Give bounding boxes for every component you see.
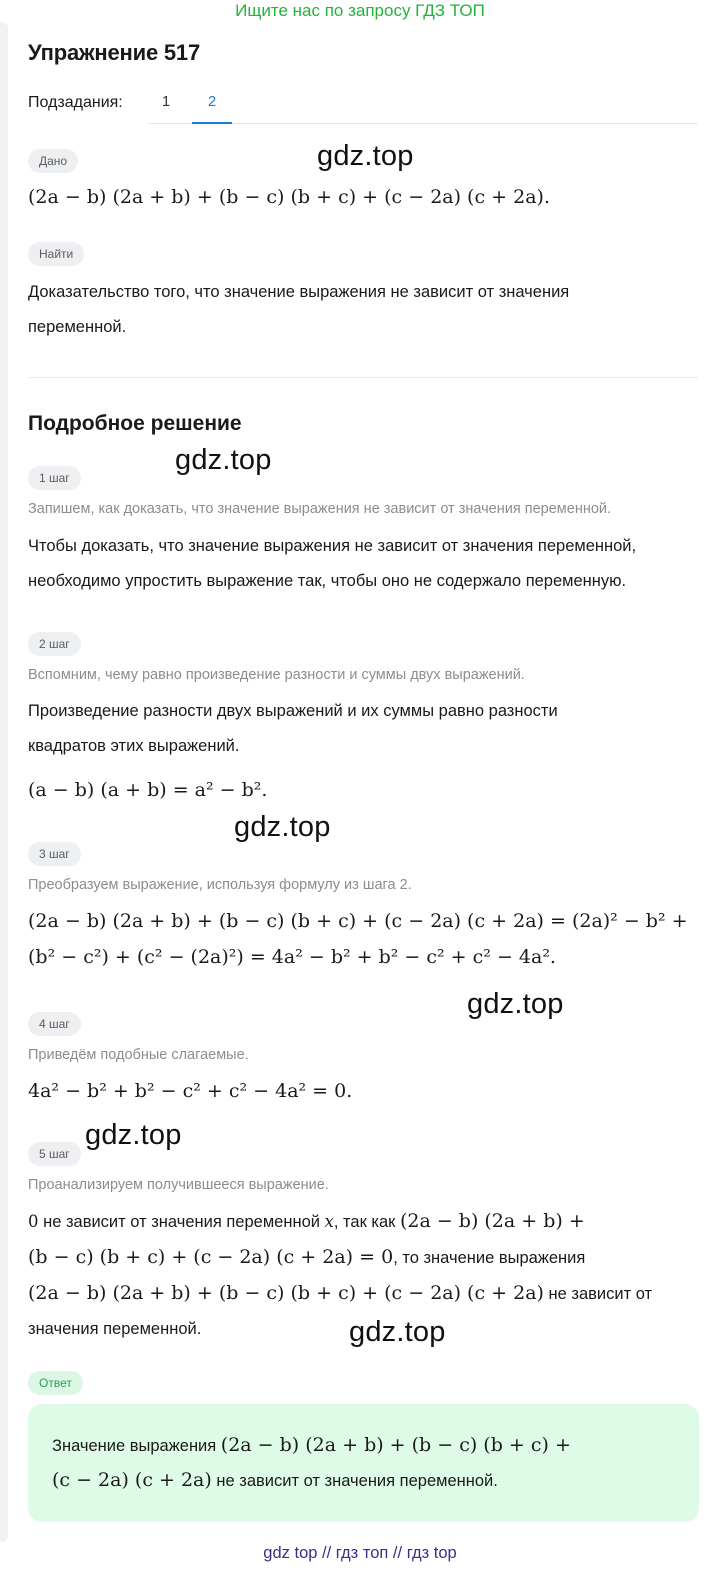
step-3-formula-line2: (b² − c²) + (c² − (2a)²) = 4a² − b² + b² − c² + c² − 4a². [28,946,556,968]
watermark: gdz.top [467,988,564,1020]
watermark: gdz.top [234,811,331,843]
answer-text-a: Значение выражения [52,1437,221,1455]
active-tab-indicator [192,122,232,124]
step-2-line1: Произведение разности двух выражений и их суммы равно разности [28,702,558,720]
step-3-hint: Преобразуем выражение, используя формулу из шага 2. [28,877,412,893]
find-text-line1: Доказательство того, что значение выражения не зависит от значения [28,283,570,301]
step-2-formula: (a − b) (a + b) = a² − b². [28,779,268,801]
step-5-expr-b: (b − c) (b + c) + (c − 2a) (c + 2a) = 0 [28,1246,394,1268]
step-5-text-a: не зависит от значения переменной [38,1213,325,1231]
footer-link-gdz-top-mixed[interactable]: гдз top [406,1544,457,1562]
watermark: gdz.top [175,444,272,476]
step-2-badge: 2 шаг [28,632,81,656]
footer-separator: // [392,1544,403,1562]
step-1-line1: Чтобы доказать, что значение выражения не зависит от значения переменной, [28,537,637,555]
step-5-line4: значения переменной. [28,1320,202,1338]
step-4-formula: 4a² − b² + b² − c² + c² − 4a² = 0. [28,1080,353,1102]
step-1-badge: 1 шаг [28,466,81,490]
answer-text-b: не зависит от значения переменной. [211,1472,498,1490]
answer-badge: Ответ [28,1371,83,1395]
step-3-formula-line1: (2a − b) (2a + b) + (b − c) (b + c) + (c − 2a) (c + 2a) = (2a)² − b² + [28,910,688,932]
left-rail [0,22,8,1542]
step-2-hint: Вспомним, чему равно произведение разности и суммы двух выражений. [28,667,525,683]
step-5-zero: 0 [28,1212,39,1231]
watermark: gdz.top [85,1119,182,1151]
watermark: gdz.top [317,140,414,172]
answer-expr-b: (c − 2a) (c + 2a) [52,1469,212,1491]
step-5-text-b: , так как [333,1213,400,1231]
search-banner: Ищите нас по запросу ГДЗ ТОП [235,1,485,20]
subtasks-label: Подзадания: [28,94,123,111]
step-5-line1 [28,1204,708,1240]
step-5-badge: 5 шаг [28,1142,81,1166]
step-5-var-x: x [324,1212,334,1231]
step-5-line2 [28,1240,708,1276]
step-5-text-c: , то значение выражения [393,1249,586,1267]
step-1-hint: Запишем, как доказать, что значение выражения не зависит от значения переменной. [28,501,612,517]
footer-link-gdz-top-ru[interactable]: гдз топ [335,1544,389,1562]
step-4-badge: 4 шаг [28,1012,81,1036]
page-title: Упражнение 517 [28,40,200,65]
footer-links [0,1544,720,1563]
answer-line1 [52,1428,692,1464]
subtask-tab-2[interactable]: 2 [207,93,217,110]
solution-title: Подробное решение [28,412,242,435]
step-5-hint: Проанализируем получившееся выражение. [28,1177,329,1193]
step-1-line2: необходимо упростить выражение так, чтобы оно не содержало переменную. [28,572,627,590]
answer-expr-a: (2a − b) (2a + b) + (b − c) (b + c) + [220,1434,571,1456]
footer-separator: // [322,1544,332,1562]
step-4-hint: Приведём подобные слагаемые. [28,1047,249,1063]
step-5-expr-a: (2a − b) (2a + b) + [399,1210,585,1232]
step-5-text-d: не зависит от [543,1285,653,1303]
answer-line2 [52,1463,692,1499]
step-5-line3 [28,1276,708,1312]
subtask-tab-1[interactable]: 1 [161,93,171,110]
given-badge: Дано [28,149,78,173]
section-divider [28,377,698,378]
step-5-expr-c: (2a − b) (2a + b) + (b − c) (b + c) + (c − 2a) (c + 2a) [28,1282,544,1304]
step-2-line2: квадратов этих выражений. [28,737,240,755]
find-text-line2: переменной. [28,318,127,336]
given-expression: (2a − b) (2a + b) + (b − c) (b + c) + (c − 2a) (c + 2a). [28,186,550,208]
find-badge: Найти [28,242,84,266]
watermark: gdz.top [349,1316,446,1348]
step-3-badge: 3 шаг [28,842,81,866]
footer-link-gdz-top[interactable]: gdz top [263,1544,318,1562]
